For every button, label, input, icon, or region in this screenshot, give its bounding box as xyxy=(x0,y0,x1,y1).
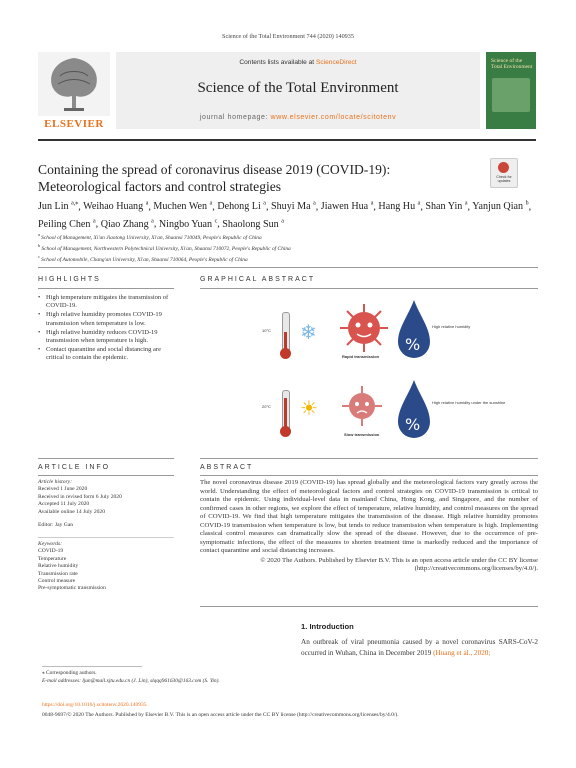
article-info-top-rule xyxy=(38,458,174,459)
elsevier-logo xyxy=(38,52,110,129)
author-name[interactable]: Jiawen Hua $^a$ xyxy=(320,201,374,213)
author-affiliation-marker: a xyxy=(370,201,374,207)
author-name[interactable]: Weihao Huang $^a$ xyxy=(83,201,149,213)
snowflake-icon: ❄ xyxy=(300,320,317,344)
affiliation-item: $^c$ School of Automobile, Chang'an University, Xi'an, Shaanxi 710064, People's Republic of China xyxy=(38,254,248,264)
accepted-date: Accepted 11 July 2020 xyxy=(38,501,90,508)
doi-text[interactable]: https://doi.org/10.1016/j.scitotenv.2020.140935 xyxy=(42,702,147,708)
intro-body: An outbreak of viral pneumonia caused by a novel coronavirus SARS-CoV-2 occurred in Wuhan, China in December 2019 xyxy=(301,638,538,657)
crossmark-icon xyxy=(498,162,509,173)
highlights-heading: HIGHLIGHTS xyxy=(38,276,101,283)
paper-title xyxy=(38,161,458,195)
droplet-icon-bottom xyxy=(394,378,434,444)
journal-reference: Science of the Total Environment 744 (2020) 140935 xyxy=(222,33,354,40)
author-name[interactable]: Qiao Zhang $^a$ xyxy=(100,218,154,230)
received-date: Received 1 June 2020 xyxy=(38,486,88,493)
keyword-item: Pre-symptomatic transmission xyxy=(38,585,106,592)
journal-cover xyxy=(486,52,536,129)
ga-top-caption: Rapid transmission xyxy=(342,354,380,359)
keyword-item: Temperature xyxy=(38,555,67,562)
email-addresses: E-mail addresses: ljun@mail.xjtu.edu.cn (J. Lin), slqqq961630@163.com (S. Yin). xyxy=(42,677,220,684)
highlight-item: • High relative humidity reduces COVID-19 transmission when temperature is high. xyxy=(38,329,174,345)
affiliation-item: $^b$ School of Management, Northwestern Polytechnical University, Xi'an, Shaanxi 710072, People's Republic of China xyxy=(38,243,291,252)
affiliation-item: $^a$ School of Management, Xi'an Jiaotong University, Xi'an, Shaanxi 710049, People's Republic of China xyxy=(38,232,262,241)
author-affiliation-marker: a xyxy=(417,201,421,207)
doi-link[interactable] xyxy=(42,702,542,708)
highlight-item: • Contact quarantine and social distancing are critical to contain the epidemic. xyxy=(38,346,174,362)
keywords-label: Keywords: xyxy=(38,541,63,547)
author-affiliation-marker: b xyxy=(525,201,529,207)
article-info-heading: ARTICLE INFO xyxy=(38,464,111,471)
keyword-item: Transmission rate xyxy=(38,570,78,577)
history-label: Article history: xyxy=(38,479,73,485)
author-name[interactable]: Muchen Wen $^a$ xyxy=(153,201,213,213)
sun-icon: ☀ xyxy=(300,396,318,420)
graphical-abstract-heading: GRAPHICAL ABSTRACT xyxy=(200,276,316,283)
abstract-heading: ABSTRACT xyxy=(200,464,254,471)
sciencedirect-link[interactable]: ScienceDirect xyxy=(315,59,357,66)
highlights-list xyxy=(38,294,174,364)
ga-top-temp: 10°C xyxy=(262,328,271,333)
corresponding-note: ⁎ Corresponding authors. xyxy=(42,670,97,676)
author-name[interactable]: Shan Yin $^a$ xyxy=(425,201,468,213)
keywords-block xyxy=(38,541,178,593)
contents-prefix: Contents lists available at xyxy=(239,59,316,66)
abstract-body xyxy=(200,479,538,574)
author-name[interactable]: Shaolong Sun $^a$ xyxy=(222,218,284,230)
graphical-abstract-rule xyxy=(200,288,538,289)
article-info-rule xyxy=(38,475,174,476)
revised-date: Received in revised form 6 July 2020 xyxy=(38,493,122,500)
author-name[interactable]: Jun Lin $^{a,⁎}$ xyxy=(38,201,79,213)
masthead-center xyxy=(116,52,480,129)
author-affiliation-marker: a xyxy=(263,201,266,207)
abstract-bottom-rule xyxy=(200,606,538,607)
footnote xyxy=(42,670,282,685)
title-line-1: Containing the spread of coronavirus disease 2019 (COVID-19): xyxy=(38,162,391,177)
copyright-line: 0048-9697/© 2020 The Authors. Published by Elsevier B.V. This is an open access article under the CC BY license (http://creativecommons.org/licenses/by/4.0/). xyxy=(42,712,399,718)
author-affiliation-marker: c xyxy=(214,218,218,225)
abstract-top-rule xyxy=(200,458,538,459)
author-affiliation-marker: a xyxy=(209,201,213,207)
affiliation-marker: c xyxy=(38,254,42,260)
abstract-license: © 2020 The Authors. Published by Elsevier B.V. This is an open access article under the CC BY license (http://creativecommons.org/licenses/by/4.0/). xyxy=(260,556,538,572)
author-name[interactable]: Hang Hu $^a$ xyxy=(378,201,421,213)
cover-title: Science of the Total Environment xyxy=(491,58,533,70)
abstract-rule xyxy=(200,475,538,476)
author-affiliation-marker: a xyxy=(281,218,284,225)
author-name[interactable]: Shuyi Ma $^a$ xyxy=(271,201,316,213)
title-line-2: Meteorological factors and control strategies xyxy=(38,179,282,194)
editor: Editor: Jay Gan xyxy=(38,522,74,528)
keyword-item: Control measure xyxy=(38,578,76,585)
affiliation-divider xyxy=(38,267,538,268)
masthead-divider xyxy=(38,139,536,141)
journal-masthead xyxy=(38,52,536,129)
cover-image xyxy=(492,78,530,112)
journal-title: Science of the Total Environment xyxy=(197,80,399,96)
journal-homepage xyxy=(116,114,480,121)
svg-text:%: % xyxy=(405,335,421,354)
svg-text:%: % xyxy=(405,415,421,434)
ga-bottom-caption: Slow transmission xyxy=(344,432,380,437)
highlight-item: • High temperature mitigates the transmission of COVID-19. xyxy=(38,294,174,310)
introduction-text xyxy=(301,637,538,658)
homepage-link[interactable]: www.elsevier.com/locate/scitotenv xyxy=(270,114,397,121)
author-name[interactable]: Dehong Li $^a$ xyxy=(217,201,266,213)
crossmark-label: Check for updates xyxy=(496,175,512,183)
virus-icon-top xyxy=(336,300,392,356)
author-affiliation-marker: a xyxy=(151,218,154,225)
highlight-item: • High relative humidity promotes COVID-19 transmission when temperature is low. xyxy=(38,311,174,327)
contents-line xyxy=(116,59,480,66)
introduction-heading: 1. Introduction xyxy=(301,622,354,631)
ga-bottom-temp: 20°C xyxy=(262,404,271,409)
author-name[interactable]: Ningbo Yuan $^c$ xyxy=(158,218,218,230)
ga-bottom-humidity: High relative humidity under the sunshine xyxy=(432,400,506,405)
graphical-abstract-figure xyxy=(258,294,508,448)
keyword-item: COVID-19 xyxy=(38,548,64,555)
droplet-icon-top xyxy=(394,298,434,364)
author-affiliation-marker: a xyxy=(313,201,316,207)
intro-citation-link[interactable]: (Huang et al., 2020; xyxy=(433,648,491,657)
ga-top-humidity: High relative humidity xyxy=(432,324,471,329)
crossmark-badge[interactable] xyxy=(490,158,518,188)
abstract-text: The novel coronavirus disease 2019 (COVID-19) has spread globally and the meteorological factors vary greatly across the world. Understanding the effect of meteorological factors and control strategies on COVID-19 transmission is critical to contain the epidemic. Using individual-level data in mainland China, Hong Kong, and Singapore, and the number of confirmed cases in other regions, we explore the effect of temperature, relative humidity, and control measures on the spread of COVID-19. We find that high temperature mitigates the transmission of the disease. High relative humidity promotes COVID-19 transmission when temperature is low, but tends to reduce transmission when temperature is high. Implementing classical control measures can dramatically slow the spread of the disease. However, due to the occurrence of pre-symptomatic infections, the effect of the measures to shorten treatment time is markedly reduced and the importance of contact quarantine and social distancing increases. xyxy=(200,479,538,554)
footnote-rule xyxy=(42,666,142,667)
author-list: Jun Lin $^{a,⁎}$, Weihao Huang $^a$, Muchen Wen $^a$, Dehong Li $^a$, Shuyi Ma $^a$, Jiawen Hua $^a$, Hang Hu $^a$, Shan Yin $^a$, Yanjun Qian $^b$, Peiling Chen $^a$, Qiao Zhang $^a$, Ningbo Yuan $^c$, Shaolong Sun $^a$ xyxy=(38,201,532,230)
publisher-name: ELSEVIER xyxy=(44,118,104,130)
author-affiliation-marker: a,⁎ xyxy=(71,201,79,207)
keywords-rule xyxy=(38,537,174,538)
author-affiliation-marker: a xyxy=(145,201,149,207)
author-affiliation-marker: a xyxy=(464,201,468,207)
highlights-rule xyxy=(38,288,174,289)
ga-thermo-level-cold xyxy=(284,332,287,350)
article-history xyxy=(38,479,178,516)
author-affiliation-marker: a xyxy=(92,218,96,225)
author-name[interactable]: Yanjun Qian $^b$ xyxy=(472,201,529,213)
keyword-item: Relative humidity xyxy=(38,563,79,570)
homepage-prefix: journal homepage: xyxy=(199,114,271,121)
elsevier-tree-icon xyxy=(38,52,110,116)
affiliation-list xyxy=(38,231,538,265)
affiliation-marker: a xyxy=(38,232,42,237)
online-date: Available online 14 July 2020 xyxy=(38,508,106,515)
affiliation-marker: b xyxy=(38,243,42,249)
author-name[interactable]: Peiling Chen $^a$ xyxy=(38,218,96,230)
ga-thermo-level-warm xyxy=(284,398,287,428)
virus-icon-bottom xyxy=(338,382,386,430)
